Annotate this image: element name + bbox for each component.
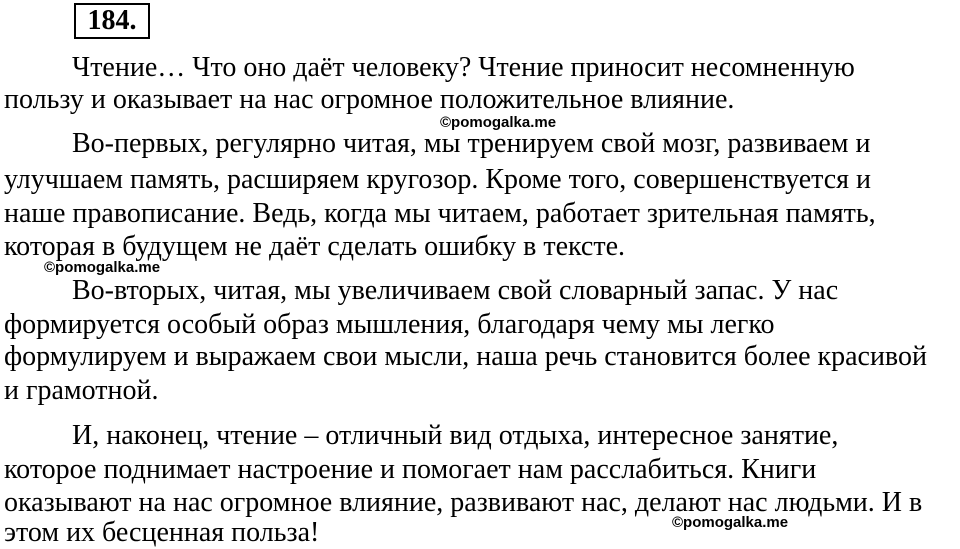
paragraph-3-line-4: и грамотной. <box>4 375 159 406</box>
watermark-3: ©pomogalka.me <box>672 514 789 531</box>
paragraph-4-line-1: И, наконец, чтение – отличный вид отдыха, интересное занятие, <box>72 420 839 451</box>
paragraph-1-line-1: Чтение… Что оно даёт человеку? Чтение приносит несомненную <box>72 52 855 83</box>
exercise-number: 184. <box>74 3 150 39</box>
paragraph-2-line-1: Во-первых, регулярно читая, мы тренируем свой мозг, развиваем и <box>72 128 871 159</box>
paragraph-3-line-3: формулируем и выражаем свои мысли, наша речь становится более красивой <box>4 341 927 372</box>
watermark-1: ©pomogalka.me <box>440 114 557 131</box>
paragraph-4-line-4: этом их бесценная польза! <box>4 517 320 548</box>
paragraph-1-line-2: пользу и оказывает на нас огромное положительное влияние. <box>4 84 735 115</box>
paragraph-3-line-1: Во-вторых, читая, мы увеличиваем свой словарный запас. У нас <box>72 275 839 306</box>
watermark-2: ©pomogalka.me <box>44 259 161 276</box>
paragraph-4-line-2: которое поднимает настроение и помогает нам расслабиться. Книги <box>4 454 817 485</box>
paragraph-4-line-3: оказывают на нас огромное влияние, развивают нас, делают нас людьми. И в <box>4 487 923 518</box>
paragraph-2-line-4: которая в будущем не даёт сделать ошибку в тексте. <box>4 231 625 262</box>
paragraph-2-line-2: улучшаем память, расширяем кругозор. Кроме того, совершенствуется и <box>4 164 872 195</box>
paragraph-2-line-3: наше правописание. Ведь, когда мы читаем, работает зрительная память, <box>4 198 876 229</box>
paragraph-3-line-2: формируется особый образ мышления, благодаря чему мы легко <box>4 309 775 340</box>
